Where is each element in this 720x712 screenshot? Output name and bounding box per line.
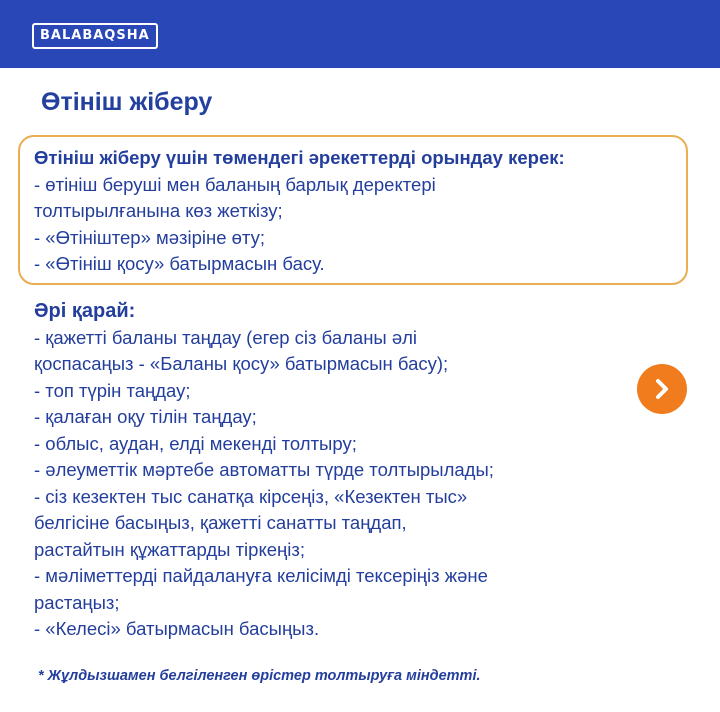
page-title: Өтініш жіберу xyxy=(41,88,213,116)
further-line: растаңыз; xyxy=(34,591,120,613)
steps-line: - «Өтініштер» мәзіріне өту; xyxy=(34,226,266,248)
further-line: - әлеуметтік мәртебе автоматты түрде толтырылады; xyxy=(34,459,494,480)
further-line: - «Келесі» батырмасын басыңыз. xyxy=(34,618,320,639)
steps-line: - «Өтініш қосу» батырмасын басу. xyxy=(34,253,325,274)
header-bar xyxy=(0,0,720,68)
steps-text xyxy=(34,145,565,278)
chevron-right-icon xyxy=(652,377,672,401)
further-line: - облыс, аудан, елді мекенді толтыру; xyxy=(34,432,357,454)
steps-line: - өтініш беруші мен баланың барлық деректері xyxy=(34,173,436,195)
further-line: - топ түрін таңдау; xyxy=(34,379,191,401)
next-button[interactable] xyxy=(637,364,687,414)
further-heading: Әрі қарай: xyxy=(34,300,136,322)
further-steps-text xyxy=(34,298,494,643)
further-line: - қалаған оқу тілін таңдау; xyxy=(34,406,257,427)
further-line: белгісіне басыңыз, қажетті санатты таңдап, xyxy=(34,512,407,533)
footnote: * Жұлдызшамен белгіленген өрістер толтыруға міндетті. xyxy=(38,668,481,684)
logo: BALABAQSHA xyxy=(32,23,158,49)
steps-line: толтырылғанына көз жеткізу; xyxy=(34,200,283,221)
further-line: растайтын құжаттарды тіркеңіз; xyxy=(34,538,305,560)
further-line: қоспасаңыз - «Баланы қосу» батырмасын басу); xyxy=(34,353,449,374)
further-line: - қажетті баланы таңдау (егер сіз баланы әлі xyxy=(34,326,418,348)
steps-heading: Өтініш жіберу үшін төмендегі әрекеттерді орындау керек: xyxy=(34,147,565,168)
further-line: - мәліметтерді пайдалануға келісімді тексеріңіз және xyxy=(34,565,488,586)
further-line: - сіз кезектен тыс санатқа кірсеңіз, «Кезектен тыс» xyxy=(34,485,468,507)
